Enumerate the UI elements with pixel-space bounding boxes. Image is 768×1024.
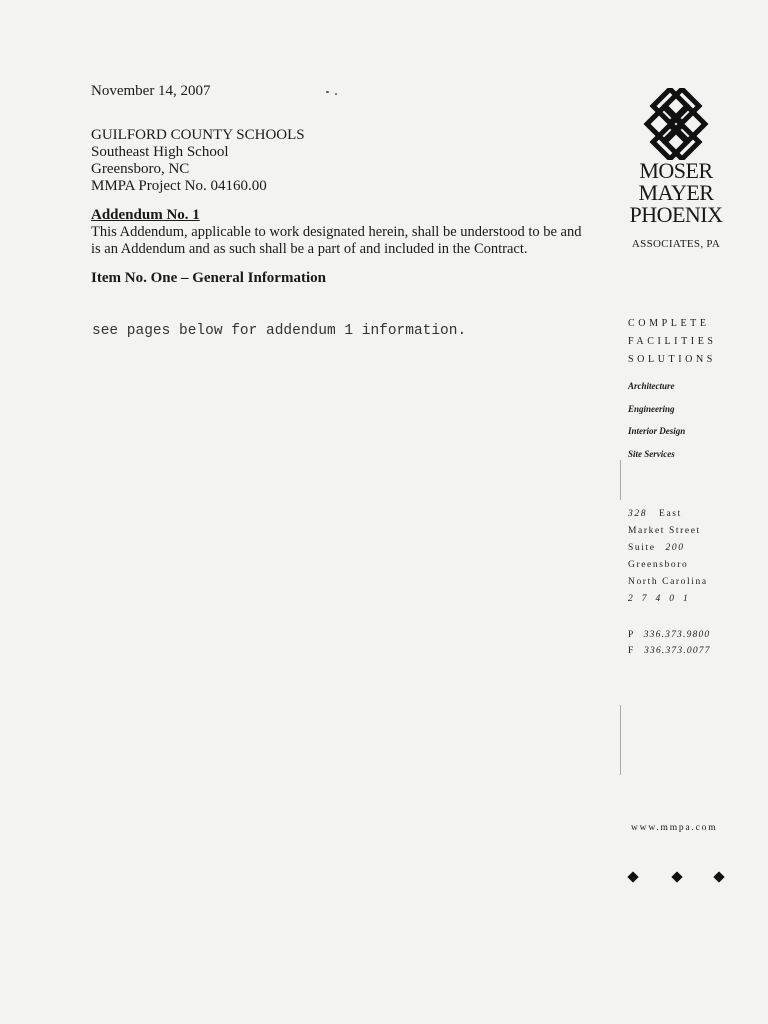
- letter-date: November 14, 2007: [91, 83, 211, 99]
- diamond-bullet-icon: [627, 871, 638, 882]
- firm-address: [628, 506, 708, 608]
- street-word: East: [659, 509, 682, 519]
- recipient-line: Southeast High School: [91, 144, 229, 160]
- firm-associates: ASSOCIATES, PA: [631, 238, 721, 250]
- recipient-block: [91, 127, 305, 195]
- suite-number: 200: [665, 543, 685, 553]
- diamond-bullets: [627, 873, 727, 887]
- interlocking-squares-logo-icon: [636, 88, 716, 160]
- tagline-line: FACILITIES: [628, 336, 717, 347]
- street-number: 328: [628, 509, 648, 519]
- city: Greensboro: [628, 560, 689, 570]
- fax-number: 336.373.0077: [644, 646, 711, 656]
- phone-number: 336.373.9800: [643, 630, 711, 640]
- address-street-line: [628, 506, 708, 523]
- tagline-line: SOLUTIONS: [628, 354, 716, 365]
- firm-name-line: PHOENIX: [629, 202, 723, 227]
- recipient-line: Greensboro, NC: [91, 161, 190, 177]
- firm-services: [628, 375, 685, 465]
- addendum-title: Addendum No. 1: [91, 207, 200, 223]
- service-item: Architecture: [628, 381, 675, 391]
- fax-line: [628, 643, 711, 659]
- diamond-bullet-icon: [671, 871, 682, 882]
- street-name: Market Street: [628, 526, 701, 536]
- address-suite-line: [628, 540, 708, 557]
- state: North Carolina: [628, 577, 708, 587]
- phone-line: [628, 627, 711, 643]
- phone-label: P: [628, 630, 635, 640]
- addendum-note: see pages below for addendum 1 information.: [92, 323, 467, 339]
- zip: 27401: [628, 594, 697, 604]
- firm-name-line: MAYER: [638, 180, 714, 205]
- service-item: Engineering: [628, 403, 675, 414]
- service-item: Interior Design: [628, 426, 686, 436]
- scan-speck: [326, 91, 329, 93]
- firm-website: www.mmpa.com: [631, 823, 718, 833]
- item-title: Item No. One – General Information: [91, 270, 326, 286]
- firm-tagline: [628, 315, 717, 369]
- suite-word: Suite: [628, 543, 656, 553]
- tagline-line: COMPLETE: [628, 318, 710, 329]
- service-item: Site Services: [628, 448, 675, 459]
- firm-name-line: MOSER: [639, 158, 713, 183]
- sidebar-divider: [620, 460, 621, 500]
- firm-name: [621, 160, 731, 226]
- firm-contact: [628, 627, 711, 659]
- recipient-line: MMPA Project No. 04160.00: [91, 178, 267, 194]
- diamond-bullet-icon: [713, 871, 724, 882]
- scan-speck: [335, 93, 337, 95]
- addendum-body: This Addendum, applicable to work designated herein, shall be understood to be and is an Addendum and as such shall be a part of and included in the Contract.: [91, 224, 582, 257]
- recipient-line: GUILFORD COUNTY SCHOOLS: [91, 127, 305, 143]
- sidebar-divider: [620, 705, 621, 775]
- fax-label: F: [628, 646, 635, 656]
